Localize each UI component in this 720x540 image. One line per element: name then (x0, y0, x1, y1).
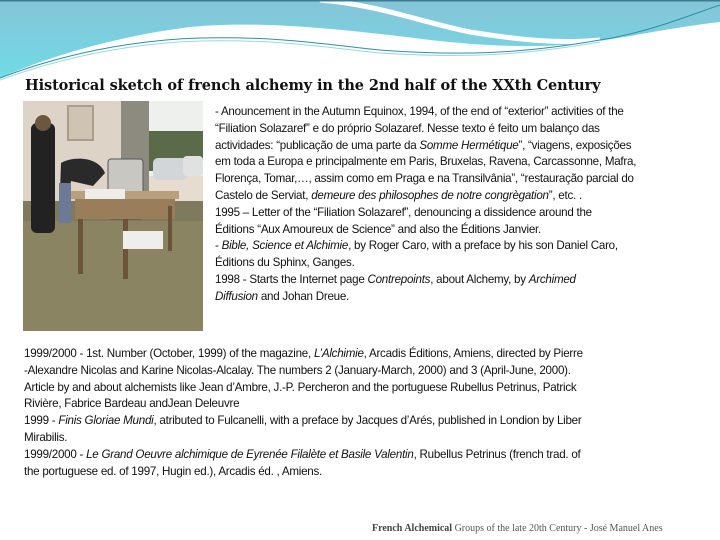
text-line (215, 222, 636, 239)
text-segment: , about Alchemy, by (430, 272, 529, 286)
text-line (215, 171, 636, 188)
text-segment: - Anouncement in the Autumn Equinox, 1994, of the end of “exterior” activities of the (215, 105, 624, 118)
footer-bold: French Alchemical (372, 523, 453, 534)
text-segment: Éditions “Aux Amoureux de Science” and also the Éditions Janvier. (215, 222, 541, 236)
text-segment: 1999/2000 - 1st. Number (October, 1999) of the magazine, (24, 347, 314, 360)
text-segment: Article by and about alchemists like Jean d’Ambre, J.-P. Percheron and the portuguese Rubellus Petrinus, Patrick (24, 380, 577, 394)
text-segment: ”, etc. . (548, 188, 582, 202)
text-line (24, 363, 583, 380)
text-line (215, 138, 636, 155)
text-segment: Éditions du Sphinx, Ganges. (215, 256, 355, 270)
italic-title-text: Le Grand Oeuvre alchimique de Eyrenée Filalète et Basile Valentin (86, 447, 414, 461)
text-segment: 1995 – Letter of the “Filiation Solazaref”, denouncing a dissidence around the (215, 205, 592, 219)
text-segment: Mirabilis. (24, 430, 68, 444)
italic-title-text: Somme Hermétique (419, 138, 519, 152)
text-line (215, 104, 636, 121)
text-segment: 1998 - Starts the Internet page (215, 272, 368, 286)
text-segment: - (215, 239, 222, 253)
lower-text-block (24, 346, 583, 480)
text-line (215, 205, 636, 222)
italic-title-text: Archimed (528, 272, 576, 286)
text-line (215, 255, 636, 272)
text-segment: the portuguese ed. of 1997, Hugin ed.), Arcadis éd. , Amiens. (24, 464, 322, 478)
text-segment: -Alexandre Nicolas and Karine Nicolas-Alcalay. The numbers 2 (January-March, 2000) and 3 (April-June, 2000). (24, 363, 571, 377)
text-line (24, 464, 583, 481)
italic-title-text: Contrepoints (367, 272, 431, 286)
slide-footer (372, 523, 663, 534)
italic-title-text: L’Alchimie (313, 347, 364, 360)
alchemy-photo (23, 101, 203, 331)
text-line (215, 289, 636, 306)
text-line (215, 188, 636, 205)
right-text-block (215, 104, 636, 306)
text-segment: em toda a Europa e principalmente em Paris, Bruxelas, Ravena, Carcassonne, Mafra, (215, 155, 637, 169)
text-segment: 1999 - (24, 414, 59, 428)
text-segment: 1999/2000 - (24, 447, 87, 461)
text-segment: , atributed to Fulcanelli, with a preface by Jacques d’Arés, published in Londion by Liber (153, 414, 582, 428)
text-line (24, 430, 583, 447)
text-segment: Florença, Tomar,…, assim como em Praga e na Transilvânia”, “restauração parcial do (215, 172, 634, 186)
text-segment: , by Roger Caro, with a preface by his son Daniel Caro, (348, 239, 618, 253)
text-segment: , Arcadis Éditions, Amiens, directed by Pierre (363, 347, 583, 360)
text-segment: ”, “viagens, exposições (518, 138, 632, 152)
italic-title-text: Finis Gloriae Mundi (58, 414, 154, 428)
text-line (215, 154, 636, 171)
text-line (215, 272, 636, 289)
footer-text: Groups of the late 20th Century - José Manuel Anes (452, 523, 663, 534)
text-line (24, 413, 583, 430)
text-line (215, 238, 636, 255)
text-line (24, 346, 583, 363)
text-line (24, 447, 583, 464)
slide-title: Historical sketch of french alchemy in the 2nd half of the XXth Century (25, 77, 601, 94)
text-segment: Rivière, Fabrice Bardeau andJean Deleuvre (24, 397, 240, 411)
text-line (215, 121, 636, 138)
text-segment: “Filiation Solazaref” e do próprio Solazaref. Nesse texto é feito um balanço das (215, 121, 600, 135)
text-line (24, 380, 583, 397)
text-segment: , Rubellus Petrinus (french trad. of (413, 447, 581, 461)
text-segment: actividades: “publicação de uma parte da (215, 138, 420, 152)
italic-title-text: Diffusion (215, 289, 258, 303)
text-line (24, 396, 583, 413)
italic-title-text: Bible, Science et Alchimie (221, 239, 349, 253)
text-segment: Castelo de Serviat, (215, 188, 312, 202)
italic-title-text: demeure des philosophes de notre congrègation (311, 188, 549, 202)
text-segment: and Johan Dreue. (257, 289, 350, 303)
